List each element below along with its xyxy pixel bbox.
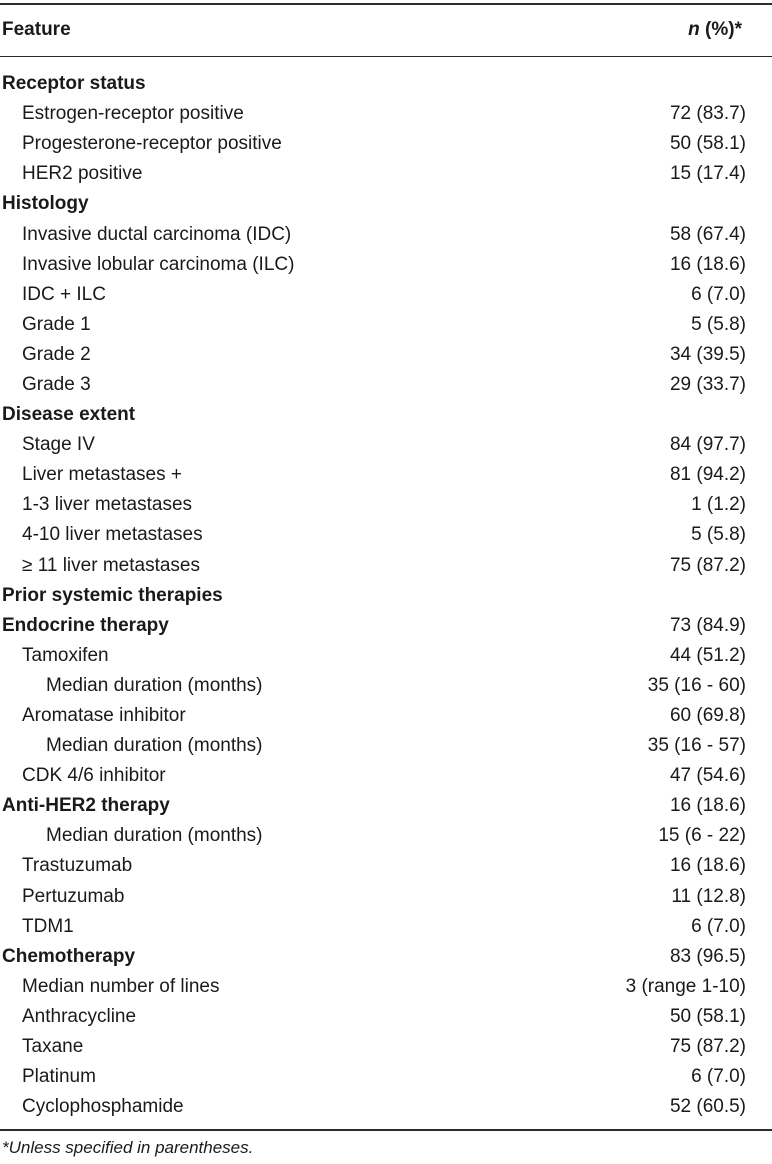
row-label: Cyclophosphamide [22, 1096, 184, 1118]
bottom-rule [0, 1129, 772, 1131]
table-row [0, 370, 772, 400]
table-footnote: *Unless specified in parentheses. [2, 1138, 254, 1157]
row-value: 16 (18.6) [669, 795, 746, 817]
header-n-percent [688, 19, 772, 41]
table-section-row [0, 611, 772, 641]
row-value: 44 (51.2) [669, 644, 746, 666]
row-label: Taxane [22, 1036, 84, 1058]
row-label: CDK 4/6 inhibitor [22, 765, 166, 787]
table-row [0, 219, 772, 249]
table-row [0, 280, 772, 310]
row-label: Grade 3 [22, 373, 91, 395]
table-row [0, 460, 772, 490]
row-label: IDC + ILC [22, 283, 106, 305]
row-value: 50 (58.1) [669, 133, 746, 155]
row-value: 81 (94.2) [669, 464, 746, 486]
row-label: Invasive lobular carcinoma (ILC) [22, 253, 295, 275]
row-label: Stage IV [22, 434, 95, 456]
row-value: 73 (84.9) [669, 614, 746, 636]
row-value: 83 (96.5) [669, 945, 746, 967]
table-row [0, 641, 772, 671]
table-row [0, 99, 772, 129]
row-label: TDM1 [22, 915, 74, 937]
row-value: 5 (5.8) [691, 313, 746, 335]
table-row [0, 1092, 772, 1122]
table-row [0, 851, 772, 881]
row-label: Median duration (months) [46, 674, 263, 696]
row-label: Platinum [22, 1066, 96, 1088]
row-label: HER2 positive [22, 163, 143, 185]
row-value: 75 (87.2) [669, 554, 746, 576]
table-row [0, 761, 772, 791]
row-value: 50 (58.1) [669, 1005, 746, 1027]
table-row [0, 821, 772, 851]
table-section-row [0, 69, 772, 99]
table-row [0, 490, 772, 520]
row-label: Progesterone-receptor positive [22, 133, 282, 155]
row-label: Histology [2, 193, 89, 215]
row-value: 35 (16 - 60) [647, 674, 746, 696]
table-row [0, 159, 772, 189]
table-section-row [0, 581, 772, 611]
row-value: 60 (69.8) [669, 705, 746, 727]
table-section-row [0, 189, 772, 219]
table-row [0, 1062, 772, 1092]
header-n-rest: (%)* [699, 19, 742, 40]
row-value: 11 (12.8) [671, 885, 746, 907]
row-label: Pertuzumab [22, 885, 125, 907]
row-value: 15 (17.4) [669, 163, 746, 185]
table-row [0, 129, 772, 159]
row-label: Anthracycline [22, 1005, 137, 1027]
table-section-row [0, 942, 772, 972]
table-row [0, 250, 772, 280]
row-label: Chemotherapy [2, 945, 136, 967]
row-value: 6 (7.0) [691, 283, 746, 305]
row-label: Grade 1 [22, 313, 91, 335]
table-section-row [0, 791, 772, 821]
row-label: Median number of lines [22, 975, 220, 997]
row-label: Liver metastases + [22, 464, 182, 486]
row-value: 6 (7.0) [691, 1066, 746, 1088]
header-feature: Feature [2, 19, 71, 40]
row-label: Prior systemic therapies [2, 584, 223, 606]
table-row [0, 310, 772, 340]
table-row [0, 340, 772, 370]
row-label: Estrogen-receptor positive [22, 103, 244, 125]
row-value: 52 (60.5) [669, 1096, 746, 1118]
row-value: 34 (39.5) [669, 343, 746, 365]
row-label: 1-3 liver metastases [22, 494, 193, 516]
row-value: 15 (6 - 22) [658, 825, 746, 847]
row-value: 58 (67.4) [669, 223, 746, 245]
row-label: Aromatase inhibitor [22, 705, 186, 727]
table-row [0, 882, 772, 912]
row-value: 29 (33.7) [669, 373, 746, 395]
row-value: 6 (7.0) [691, 915, 746, 937]
table-row [0, 912, 772, 942]
table-row [0, 731, 772, 761]
row-value: 16 (18.6) [669, 855, 746, 877]
row-value: 47 (54.6) [669, 765, 746, 787]
row-value: 75 (87.2) [669, 1036, 746, 1058]
row-label: Disease extent [2, 404, 136, 426]
row-label: ≥ 11 liver metastases [22, 554, 200, 576]
row-label: Invasive ductal carcinoma (IDC) [22, 223, 292, 245]
row-value: 84 (97.7) [669, 434, 746, 456]
row-value: 72 (83.7) [669, 103, 746, 125]
row-label: Median duration (months) [46, 825, 263, 847]
table-header [0, 12, 772, 48]
table-row [0, 701, 772, 731]
header-n-italic: n [688, 19, 700, 40]
table-row [0, 430, 772, 460]
row-value: 5 (5.8) [691, 524, 746, 546]
table-row [0, 1002, 772, 1032]
row-label: Endocrine therapy [2, 614, 169, 636]
table-row [0, 551, 772, 581]
row-label: Trastuzumab [22, 855, 133, 877]
top-rule [0, 3, 772, 5]
row-label: Anti-HER2 therapy [2, 795, 170, 817]
row-value: 35 (16 - 57) [647, 735, 746, 757]
row-label: Median duration (months) [46, 735, 263, 757]
row-label: Grade 2 [22, 343, 91, 365]
row-label: 4-10 liver metastases [22, 524, 203, 546]
table-row [0, 671, 772, 701]
table-row [0, 520, 772, 550]
row-value: 1 (1.2) [691, 494, 746, 516]
row-label: Receptor status [2, 73, 146, 95]
table-row [0, 972, 772, 1002]
row-value: 16 (18.6) [669, 253, 746, 275]
header-rule [0, 56, 772, 57]
table-body [0, 69, 772, 1122]
table-row [0, 1032, 772, 1062]
row-value: 3 (range 1-10) [625, 975, 746, 997]
row-label: Tamoxifen [22, 644, 109, 666]
table-section-row [0, 400, 772, 430]
